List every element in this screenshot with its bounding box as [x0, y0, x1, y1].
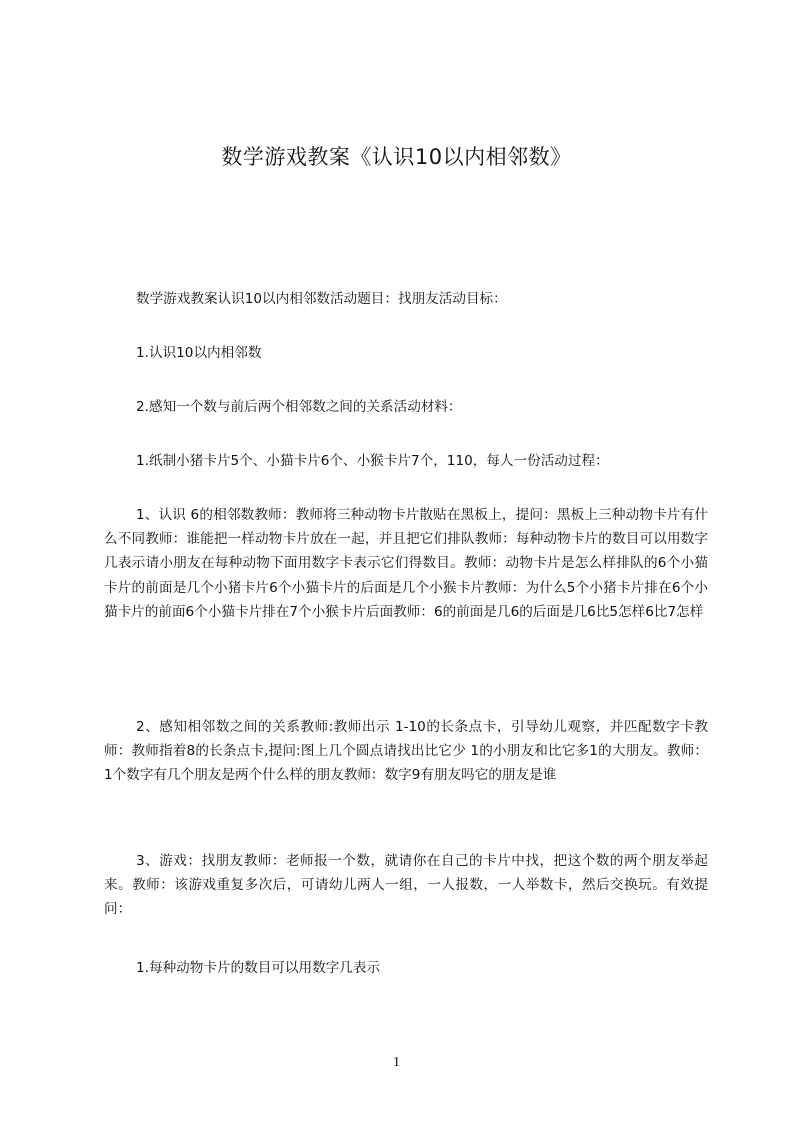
paragraph-process-2: 2、感知相邻数之间的关系教师:教师出示 1-10的长条点卡，引导幼儿观察，并匹配数字卡教师：教师指着8的长条点卡,提问:图上几个圆点请找出比它少 1的小朋友和比它多1的大朋友。教师：1个数字有几个朋友是两个什么样的朋友教师：数字9有朋友吗它的朋友是谁 [104, 719, 708, 784]
paragraph-question-1: 1.每种动物卡片的数目可以用数字几表示 [136, 960, 381, 976]
paragraph-goal-1: 1.认识10以内相邻数 [136, 345, 262, 361]
paragraph-intro: 数学游戏教案认识10以内相邻数活动题目：找朋友活动目标： [136, 291, 507, 307]
document-title: 数学游戏教案《认识10以内相邻数》 [221, 145, 572, 169]
page-number: 1 [393, 1055, 400, 1070]
paragraph-material-1: 1.纸制小猪卡片5个、小猫卡片6个、小猴卡片7个，110，每人一份活动过程： [136, 453, 609, 469]
paragraph-goal-2: 2.感知一个数与前后两个相邻数之间的关系活动材料： [136, 399, 462, 415]
paragraph-process-3: 3、游戏：找朋友教师：老师报一个数，就请你在自己的卡片中找，把这个数的两个朋友举起来。教师：该游戏重复多次后，可请幼儿两人一组，一人报数，一人举数卡，然后交换玩。有效提问： [104, 853, 708, 918]
paragraph-process-1: 1、认识 6的相邻数教师：教师将三种动物卡片散贴在黑板上，提问：黑板上三种动物卡片有什么不同教师：谁能把一样动物卡片放在一起，并且把它们排队教师：每种动物卡片的数目可以用数字几表示请小朋友在每种动物下面用数字卡表示它们得数目。教师：动物卡片是怎么样排队的6个小猫卡片的前面是几个小猪卡片6个小猫卡片的后面是几个小猴卡片教师：为什么5个小猪卡片排在6个小猫卡片的前面6个小猫卡片排在7个小猴卡片后面教师：6的前面是几6的后面是几6比5怎样6比7怎样 [104, 507, 708, 620]
